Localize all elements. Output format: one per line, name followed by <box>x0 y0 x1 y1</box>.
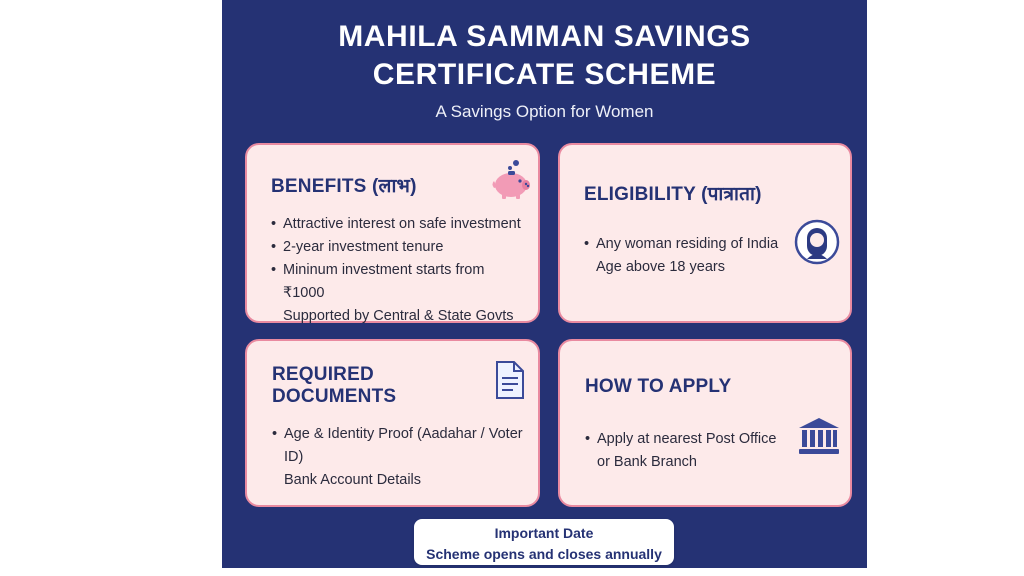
bottom-strip <box>0 568 1024 576</box>
list-item: • Mininum investment starts from ₹1000 <box>271 259 526 305</box>
list-item: • 2-year investment tenure <box>271 236 526 259</box>
card-documents-title: REQUIRED DOCUMENTS <box>272 364 397 407</box>
list-item: Supported by Central & State Govts <box>283 308 514 324</box>
woman-avatar-icon <box>794 219 840 265</box>
card-apply-body <box>585 428 790 474</box>
documents-list <box>272 423 534 492</box>
card-eligibility-title: ELIGIBILITY (पात्राता) <box>584 184 762 205</box>
benefits-list <box>271 213 526 328</box>
card-benefits-body <box>271 213 526 328</box>
footer-heading: Important Date <box>494 525 594 541</box>
list-item: • Attractive interest on safe investment <box>271 213 526 236</box>
card-eligibility-body <box>584 233 794 279</box>
left-margin <box>0 0 222 576</box>
title-line-2: CERTIFICATE SCHEME <box>372 58 717 91</box>
piggy-bank-icon <box>488 155 536 203</box>
page-subtitle: A Savings Option for Women <box>435 102 654 121</box>
right-margin <box>867 0 1024 576</box>
bank-building-icon <box>796 415 842 457</box>
title-line-1: MAHILA SAMMAN SAVINGS <box>338 20 751 53</box>
card-apply-title: HOW TO APPLY <box>585 376 732 397</box>
eligibility-list <box>584 233 794 279</box>
apply-list <box>585 428 790 474</box>
footer-text: Scheme opens and closes annually <box>426 546 662 562</box>
card-benefits-title: BENEFITS (लाभ) <box>271 176 417 197</box>
list-item: • Age & Identity Proof (Aadahar / Voter ID) <box>272 423 534 469</box>
document-icon <box>492 360 528 400</box>
list-item: Bank Account Details <box>284 472 422 488</box>
page-title <box>222 18 867 94</box>
card-documents-body <box>272 423 534 492</box>
footer-note <box>414 519 674 565</box>
list-item: • Apply at nearest Post Office <box>585 428 790 451</box>
list-item: or Bank Branch <box>597 454 697 470</box>
list-item: • Any woman residing of India <box>584 233 794 256</box>
list-item: Age above 18 years <box>596 259 725 275</box>
